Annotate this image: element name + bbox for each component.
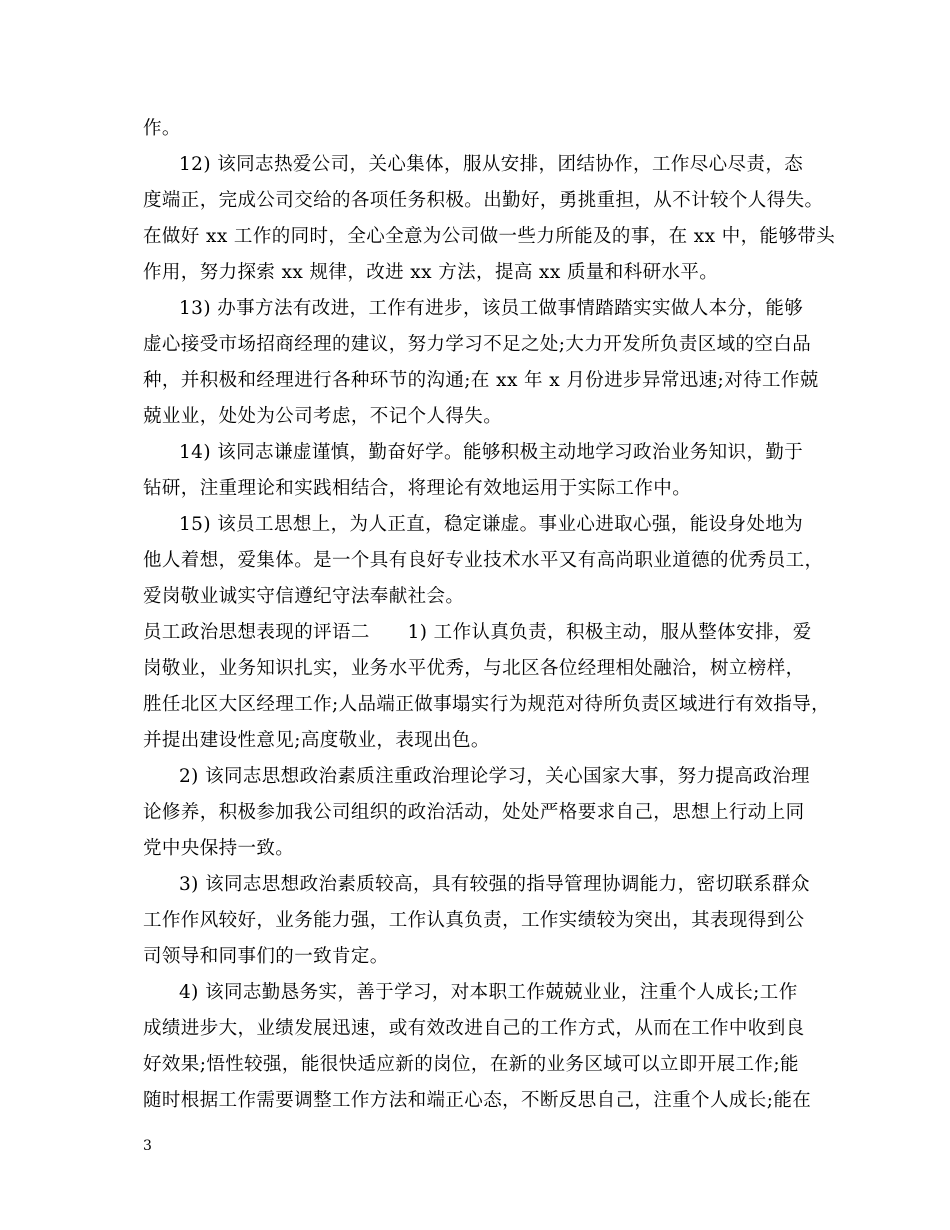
text-line: 作用，努力探索 xx 规律，改进 xx 方法，提高 xx 质量和科研水平。 [143, 262, 719, 283]
text-line: 随时根据工作需要调整工作方法和端正心态，不断反思自己，注重个人成长;能在 [143, 1090, 812, 1111]
page-number: 3 [143, 1138, 152, 1154]
text-line: 爱岗敬业诚实守信遵纪守法奉献社会。 [143, 586, 465, 607]
text-line: 13) 办事方法有改进，工作有进步，该员工做事情踏踏实实做人本分，能够 [179, 298, 804, 319]
text-line: 论修养，积极参加我公司组织的政治活动，处处严格要求自己，思想上行动上同 [143, 802, 805, 823]
text-line: 并提出建设性意见;高度敬业，表现出色。 [143, 730, 490, 751]
text-line: 度端正，完成公司交给的各项任务积极。出勤好，勇挑重担，从不计较个人得失。 [143, 190, 824, 211]
text-line: 党中央保持一致。 [143, 838, 295, 859]
text-line: 种，并积极和经理进行各种环节的沟通;在 xx 年 x 月份进步异常迅速;对待工作兢 [143, 370, 819, 391]
text-line: 岗敬业，业务知识扎实，业务水平优秀，与北区各位经理相处融洽，树立榜样， [143, 658, 805, 679]
text-line: 工作作风较好，业务能力强，工作认真负责，工作实绩较为突出，其表现得到公 [143, 910, 805, 931]
text-line: 4) 该同志勤恳务实，善于学习，对本职工作兢兢业业，注重个人成长;工作 [179, 982, 798, 1003]
text-line: 司领导和同事们的一致肯定。 [143, 946, 389, 967]
text-line: 钻研，注重理论和实践相结合，将理论有效地运用于实际工作中。 [143, 478, 692, 499]
text-line: 兢业业，处处为公司考虑，不记个人得失。 [143, 406, 503, 427]
text-line: 他人着想，爱集体。是一个具有良好专业技术水平又有高尚职业道德的优秀员工， [143, 550, 824, 571]
text-line: 好效果;悟性较强，能很快适应新的岗位，在新的业务区域可以立即开展工作;能 [143, 1054, 799, 1075]
text-line: 12) 该同志热爱公司，关心集体，服从安排，团结协作，工作尽心尽责，态 [179, 154, 804, 175]
text-line: 在做好 xx 工作的同时，全心全意为公司做一些力所能及的事，在 xx 中，能够带头 [143, 226, 836, 247]
text-line: 2) 该同志思想政治素质注重政治理论学习，关心国家大事，努力提高政治理 [179, 766, 810, 787]
text-line: 14) 该同志谦虚谨慎，勤奋好学。能够积极主动地学习政治业务知识，勤于 [179, 442, 804, 463]
text-line: 作。 [143, 118, 181, 139]
text-line: 虚心接受市场招商经理的建议，努力学习不足之处;大力开发所负责区域的空白品 [143, 334, 812, 355]
text-line: 15) 该员工思想上，为人正直，稳定谦虚。事业心进取心强，能设身处地为 [179, 514, 804, 535]
text-line: 成绩进步大，业绩发展迅速，或有效改进自己的工作方式，从而在工作中收到良 [143, 1018, 805, 1039]
section-heading-line: 员工政治思想表现的评语二 1) 工作认真负责，积极主动，服从整体安排，爱 [143, 622, 812, 643]
text-line: 3) 该同志思想政治素质较高，具有较强的指导管理协调能力，密切联系群众 [179, 874, 810, 895]
text-line: 胜任北区大区经理工作;人品端正做事塌实行为规范对待所负责区域进行有效指导， [143, 694, 831, 715]
